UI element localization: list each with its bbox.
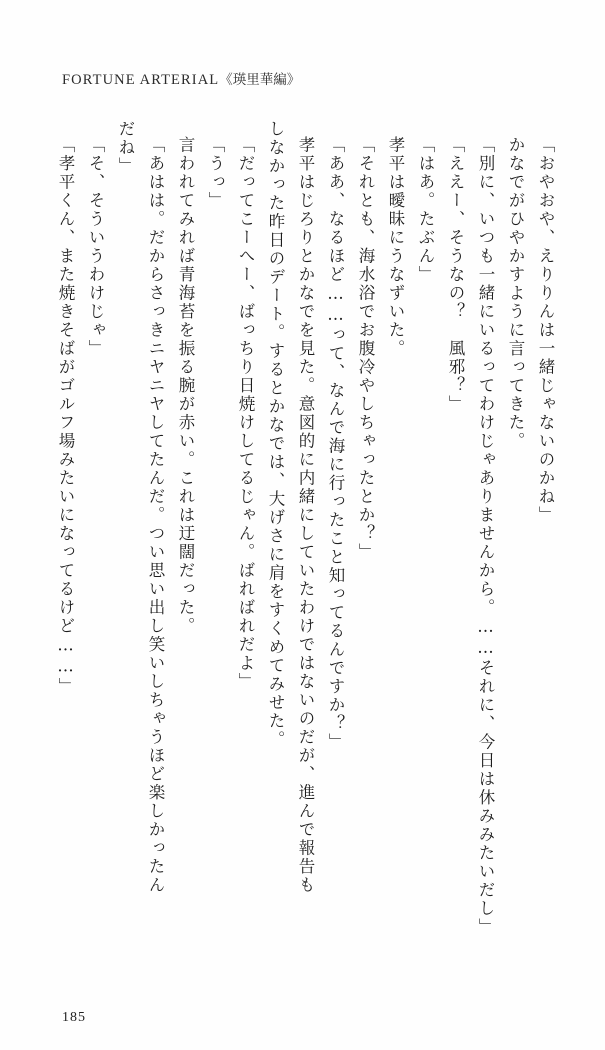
text-line: だね」 [116, 120, 135, 176]
header-title-jp: 《瑛里華編》 [219, 72, 301, 87]
text-line: 「はあ。たぶん」 [416, 136, 435, 284]
text-line: 孝平は曖昧にうなずいた。 [386, 136, 405, 358]
running-header [62, 68, 300, 89]
text-line: 孝平はじろりとかなでを見た。意図的に内緒にしていたわけではないのだが、進んで報告も [296, 136, 315, 895]
text-line: 「それとも、海水浴でお腹冷やしちゃったとか？」 [356, 136, 375, 562]
text-line: 「ええー、そうなの？ 風邪？」 [446, 136, 465, 414]
text-line: 「だってこーへー、ばっちり日焼けしてるじゃん。ばればれだよ」 [236, 136, 255, 691]
page-number: 185 [62, 1010, 86, 1025]
text-line: 「別に、いつも一緒にいるってわけじゃありませんから。……それに、今日は休みみたいだし」 [476, 136, 495, 937]
vertical-text-body [43, 120, 553, 980]
text-line: かなでがひやかすように言ってきた。 [506, 136, 525, 451]
text-line: 「おやおや、えりりんは一緒じゃないのかね」 [536, 136, 555, 525]
text-line: 「ああ、なるほど……って、なんで海に行ったこと知ってるんですか？」 [326, 136, 345, 752]
text-line: 「うっ」 [206, 136, 225, 210]
text-line: 「あはは。だからさっきニヤニヤしてたんだ。つい思い出し笑いしちゃうほど楽しかったん [146, 136, 165, 895]
header-title-en: FORTUNE ARTERIAL [62, 72, 220, 88]
text-line: 言われてみれば青海苔を振る腕が赤い。これは迂闊だった。 [176, 136, 195, 636]
text-line: しなかった昨日のデート。するとかなでは、大げさに肩をすくめてみせた。 [266, 120, 285, 749]
text-line: 「孝平くん、また焼きそばがゴルフ場みたいになってるけど……」 [56, 136, 75, 696]
text-line: 「そ、そういうわけじゃ」 [86, 136, 105, 358]
